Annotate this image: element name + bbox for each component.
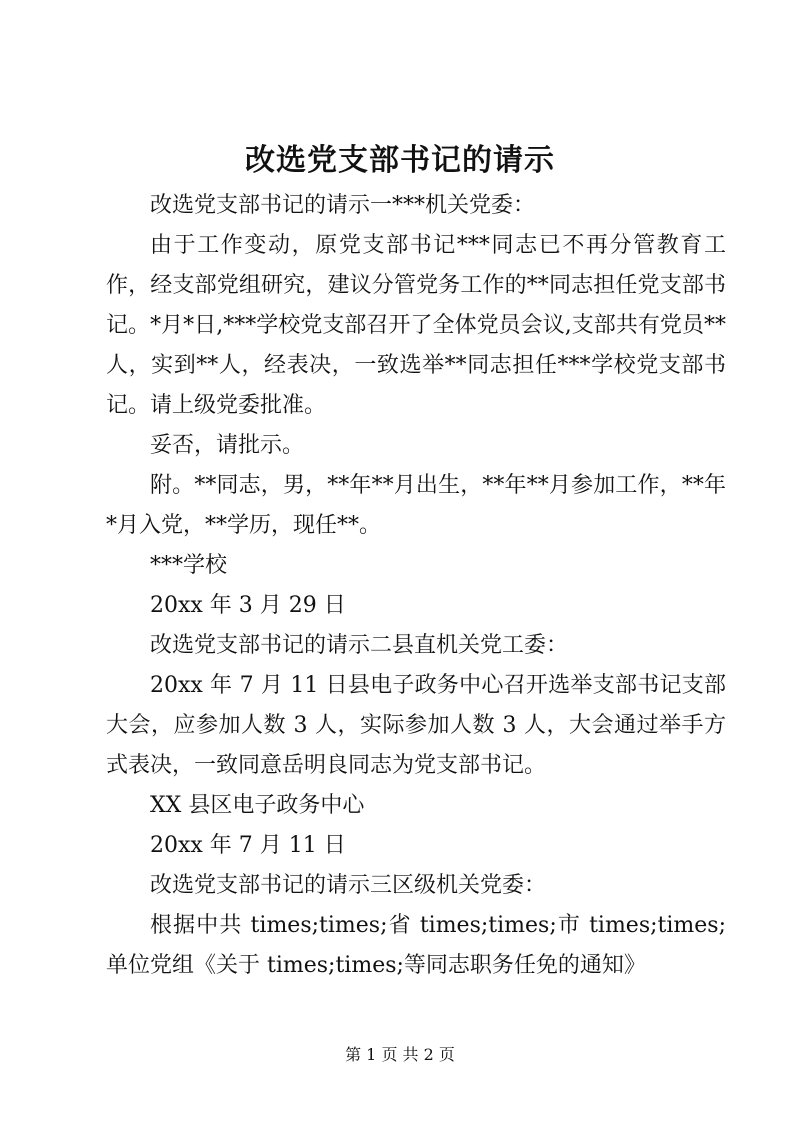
paragraph-8: 20xx 年 7 月 11 日县电子政务中心召开选举支部书记支部大会，应参加人数 3 人，实际参加人数 3 人，大会通过举手方式表决，一致同意岳明良同志为党支部书记。 — [106, 673, 726, 778]
paragraph-3: 妥否，请批示。 — [150, 433, 305, 458]
paragraph-1: 改选党支部书记的请示一***机关党委： — [150, 193, 536, 218]
paragraph-2: 由于工作变动，原党支部书记***同志已不再分管教育工作，经支部党组研究，建议分管党务工作的**同志担任党支部书记。*月*日,***学校党支部召开了全体党员会议,支部共有党员**人，实到**人，经表决，一致选举**同志担任***学校党支部书记。请上级党委批准。 — [106, 233, 726, 418]
paragraph-4: 附。**同志，男，**年**月出生，**年**月参加工作，**年*月入党，**学历，现任**。 — [106, 473, 726, 538]
date-1: 20xx 年 3 月 29 日 — [150, 593, 346, 618]
signature-1: ***学校 — [150, 553, 228, 578]
paragraph-7: 改选党支部书记的请示二县直机关党工委： — [150, 633, 569, 658]
paragraph-12: 根据中共 times;times;省 times;times;市 times;times;单位党组《关于 times;times;等同志职务任免的通知》 — [106, 913, 726, 978]
signature-2: XX 县区电子政务中心 — [150, 793, 365, 818]
document-body — [106, 186, 726, 986]
page-footer: 第 1 页 共 2 页 — [345, 1045, 455, 1064]
page-title: 改选党支部书记的请示 — [245, 143, 555, 178]
date-2: 20xx 年 7 月 11 日 — [150, 833, 346, 858]
paragraph-11: 改选党支部书记的请示三区级机关党委： — [150, 873, 547, 898]
